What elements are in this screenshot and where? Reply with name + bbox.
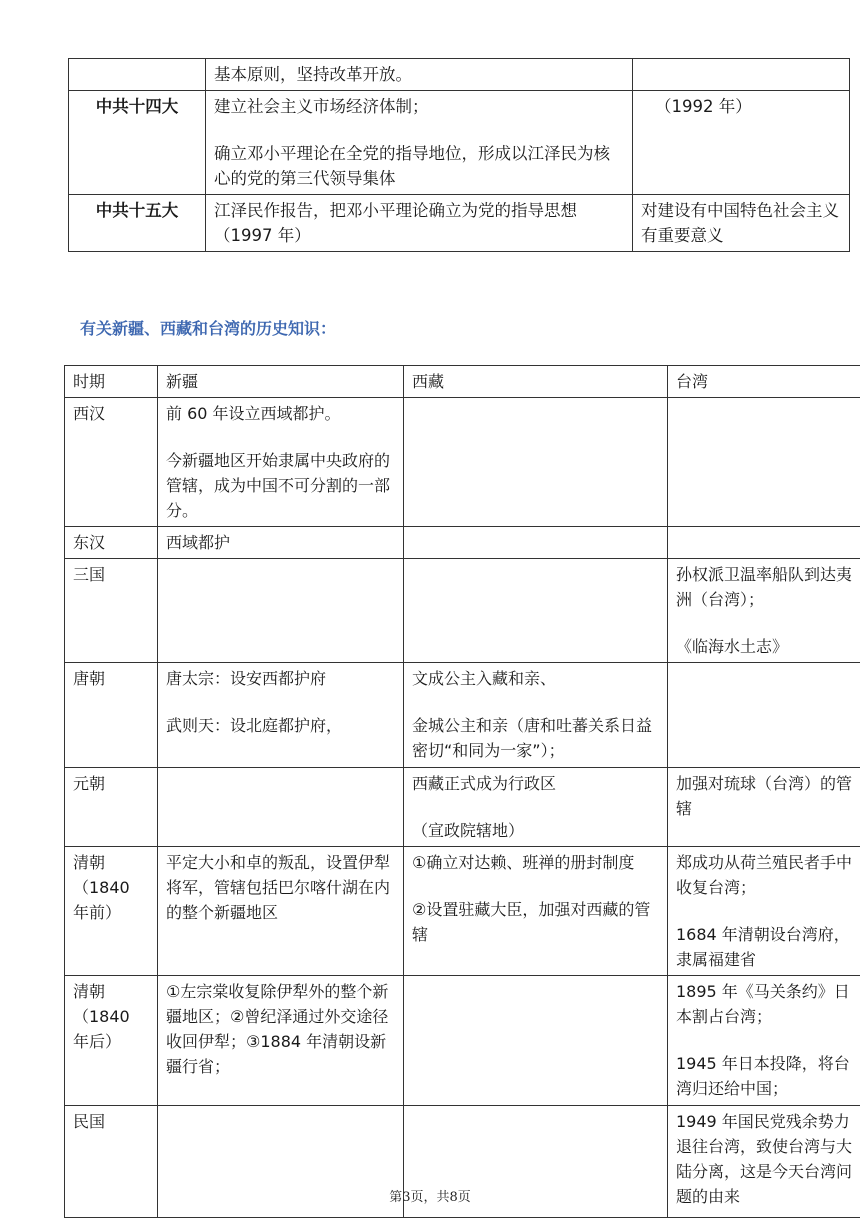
paragraph-gap [412,875,659,897]
xizang-text: ①确立对达赖、班禅的册封制度 [412,850,659,875]
xinjiang-text: 前 60 年设立西域都护。 [166,401,395,426]
paragraph-gap [166,691,395,713]
xizang-cell [404,527,668,559]
congress-significance [633,195,850,252]
taiwan-cell [668,976,860,1106]
header-xizang: 西藏 [404,366,668,398]
table-row [65,398,860,527]
paragraph-gap [166,426,395,448]
content-text: 江泽民作报告，把邓小平理论确立为党的指导思想（1997 年） [214,198,624,248]
content-text: 确立邓小平理论在全党的指导地位，形成以江泽民为核心的党的第三代领导集体 [214,141,624,191]
xinjiang-text: 今新疆地区开始隶属中央政府的管辖，成为中国不可分割的一部分。 [166,448,395,523]
table-row [65,768,860,847]
xizang-text: 金城公主和亲（唐和吐蕃关系日益密切“和同为一家”）； [412,713,659,763]
period-cell [65,527,158,559]
table-row [65,847,860,976]
taiwan-text: 1684 年清朝设台湾府，隶属福建省 [676,922,860,972]
header-xinjiang: 新疆 [158,366,404,398]
content-text: 建立社会主义市场经济体制； [214,94,624,119]
xizang-cell [404,976,668,1106]
xizang-text: 文成公主入藏和亲、 [412,666,659,691]
period-text: 清朝（1840 年后） [73,979,149,1054]
section-heading: 有关新疆、西藏和台湾的历史知识： [80,316,336,339]
period-cell [65,398,158,527]
congress-content [206,91,633,195]
paragraph-gap [214,119,624,141]
congress-name: 中共十五大 [69,195,206,252]
paragraph-gap [676,900,860,922]
content-text: 基本原则，坚持改革开放。 [214,62,624,87]
congress-content [206,195,633,252]
period-text: 清朝（1840 年前） [73,850,149,925]
xizang-cell [404,663,668,768]
xizang-text: 西藏正式成为行政区 [412,771,659,796]
period-cell [65,768,158,847]
table-row [65,559,860,663]
page-footer: 第3页，共8页 [0,1186,860,1205]
taiwan-cell [668,663,860,768]
congress-name: 中共十四大 [69,91,206,195]
period-text: 民国 [73,1109,149,1134]
period-text: 西汉 [73,401,149,426]
significance-text: （1992 年） [655,94,841,119]
taiwan-cell [668,527,860,559]
paragraph-gap [412,691,659,713]
paragraph-gap [676,612,860,634]
xinjiang-cell [158,559,404,663]
taiwan-text: 孙权派卫温率船队到达夷洲（台湾）； [676,562,860,612]
table-row [65,527,860,559]
table-header-row [65,366,860,398]
taiwan-cell [668,847,860,976]
table-row [69,195,850,252]
xinjiang-text: ①左宗棠收复除伊犁外的整个新疆地区；②曾纪泽通过外交途径收回伊犁；③1884 年清朝设新疆行省； [166,979,395,1079]
xinjiang-text: 唐太宗：设安西都护府 [166,666,395,691]
period-cell [65,847,158,976]
xinjiang-text: 平定大小和卓的叛乱，设置伊犁将军，管辖包括巴尔喀什湖在内的整个新疆地区 [166,850,395,925]
period-text: 东汉 [73,530,149,555]
period-cell [65,559,158,663]
xinjiang-cell [158,663,404,768]
significance-text: 对建设有中国特色社会主义有重要意义 [641,198,841,248]
table-row [65,663,860,768]
paragraph-gap [676,1029,860,1051]
taiwan-text: 1949 年国民党残余势力退往台湾，致使台湾与大陆分离，这是今天台湾问题的由来 [676,1109,860,1209]
congress-name [69,59,206,91]
congress-content [206,59,633,91]
congress-significance [633,59,850,91]
table-row [69,59,850,91]
period-cell [65,663,158,768]
period-cell [65,976,158,1106]
xizang-cell [404,847,668,976]
taiwan-text: 1895 年《马关条约》日本割占台湾； [676,979,860,1029]
xinjiang-text: 西域都护 [166,530,395,555]
table-row [65,976,860,1106]
taiwan-text: 加强对琉球（台湾）的管辖 [676,771,860,821]
taiwan-cell [668,398,860,527]
xinjiang-cell [158,398,404,527]
xizang-cell [404,768,668,847]
period-text: 三国 [73,562,149,587]
xinjiang-cell [158,527,404,559]
header-taiwan: 台湾 [668,366,860,398]
table-row [69,91,850,195]
period-text: 唐朝 [73,666,149,691]
xizang-text: ②设置驻藏大臣，加强对西藏的管辖 [412,897,659,947]
party-congress-table [68,58,850,252]
xinjiang-cell [158,976,404,1106]
congress-significance [633,91,850,195]
xizang-cell [404,559,668,663]
header-period: 时期 [65,366,158,398]
xizang-text: （宣政院辖地） [412,818,659,843]
taiwan-cell [668,768,860,847]
history-table [64,365,860,1218]
paragraph-gap [412,796,659,818]
xizang-cell [404,398,668,527]
xinjiang-cell [158,768,404,847]
taiwan-text: 《临海水土志》 [676,634,860,659]
taiwan-text: 郑成功从荷兰殖民者手中收复台湾； [676,850,860,900]
taiwan-cell [668,559,860,663]
xinjiang-cell [158,847,404,976]
taiwan-text: 1945 年日本投降，将台湾归还给中国； [676,1051,860,1101]
period-text: 元朝 [73,771,149,796]
xinjiang-text: 武则天：设北庭都护府， [166,713,395,738]
